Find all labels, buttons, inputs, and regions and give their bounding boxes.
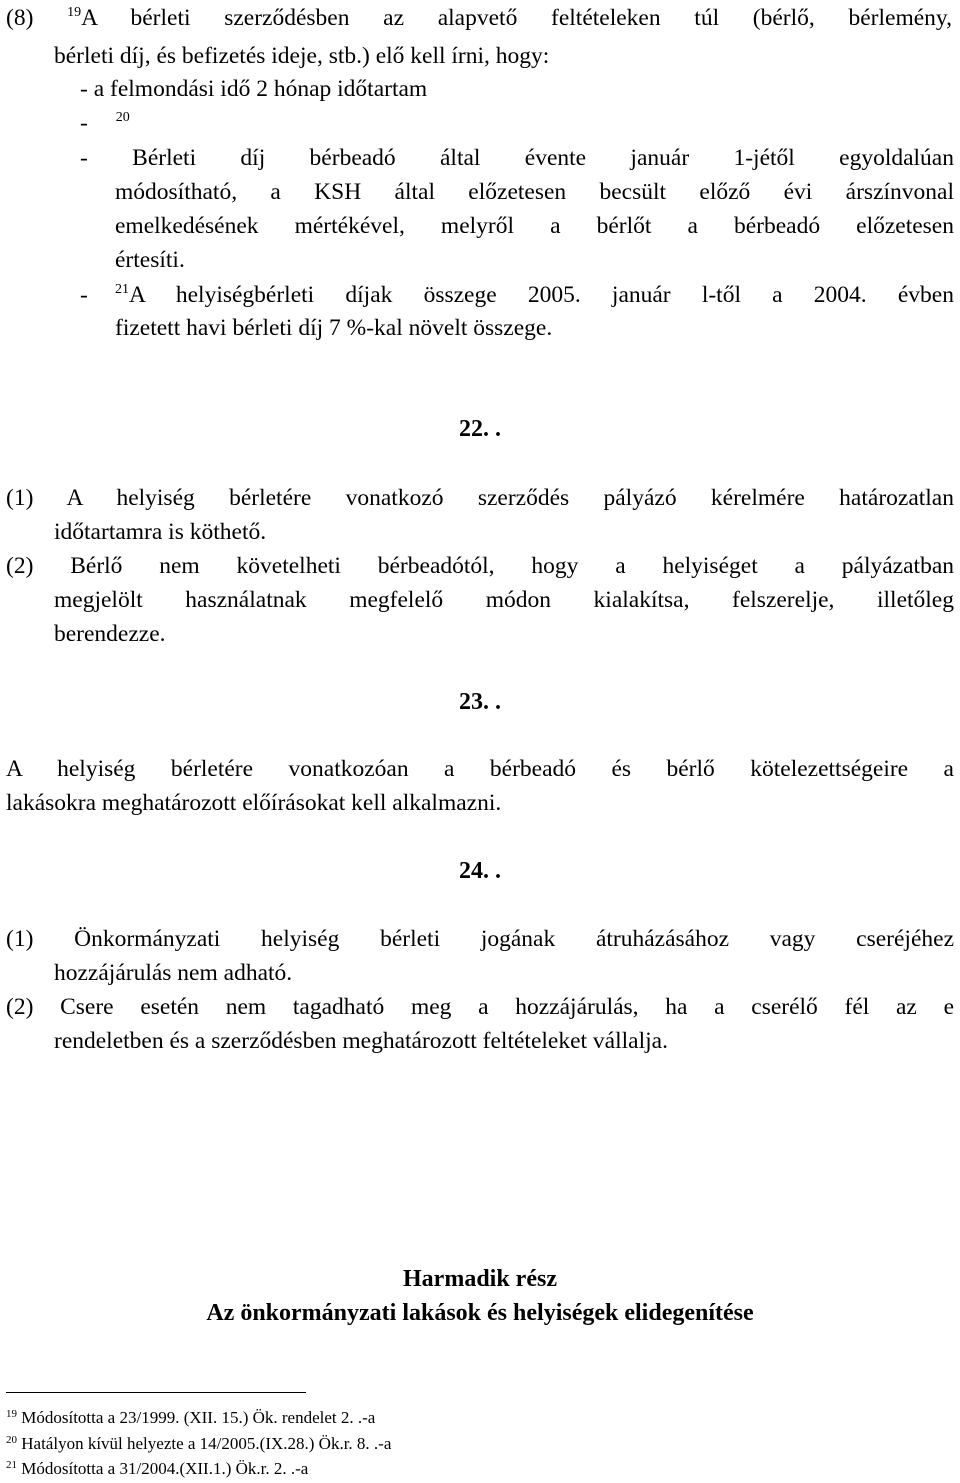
bullet-fee-line-1	[80, 280, 954, 310]
bullet-fee-text	[115, 280, 954, 310]
section-24-number: 24. .	[459, 858, 501, 884]
para-8-line-1	[6, 3, 952, 33]
section-22-number: 22. .	[459, 416, 501, 442]
footnote-21	[6, 1459, 308, 1479]
footnote-ref-21[interactable]: 21	[115, 282, 129, 297]
section-22-p1-line-1: (1) A helyiség bérletére vonatkozó szerződés pályázó kérelmére határozatlan	[6, 485, 954, 511]
part-title: Harmadik rész	[403, 1266, 557, 1292]
section-23-line-1: A helyiség bérletére vonatkozóan a bérbeadó és bérlő kötelezettségeire a	[6, 756, 954, 782]
para-text: A bérleti szerződésben az alapvető feltételeken túl (bérlő, bérlemény,	[81, 5, 953, 31]
footnote-20	[6, 1434, 391, 1454]
section-23-number: 23. .	[459, 689, 501, 715]
part-subtitle: Az önkormányzati lakások és helyiségek elidegenítése	[206, 1300, 754, 1326]
para-number: (8)	[6, 5, 68, 31]
bullet-fee-line-2: fizetett havi bérleti díj 7 %-kal növelt összege.	[115, 315, 553, 341]
footnote-mark: 20	[6, 1434, 17, 1446]
section-22-p2-line-2: megjelölt használatnak megfelelő módon kialakítsa, felszerelje, illetőleg	[54, 587, 954, 613]
section-22-p2-line-3: berendezze.	[54, 621, 166, 647]
bullet-dash: -	[80, 282, 88, 308]
section-22-p2-line-1: (2) Bérlő nem követelheti bérbeadótól, hogy a helyiséget a pályázatban	[6, 553, 954, 579]
bullet-dash: -	[80, 110, 88, 136]
bullet-rent-line-2: módosítható, a KSH által előzetesen becsült előző évi árszínvonal	[115, 179, 954, 205]
para-8-line-2: bérleti díj, és befizetés ideje, stb.) elő kell írni, hogy:	[54, 43, 550, 69]
section-22-p1-line-2: időtartamra is köthető.	[54, 519, 267, 545]
section-23-line-2: lakásokra meghatározott előírásokat kell alkalmazni.	[6, 790, 502, 816]
section-24-p1-line-2: hozzájárulás nem adható.	[54, 960, 293, 986]
footnote-19	[6, 1408, 375, 1428]
footnote-ref-19[interactable]: 19	[67, 5, 82, 20]
bullet-rent-line-1: - Bérleti díj bérbeadó által évente január 1-jétől egyoldalúan	[80, 145, 954, 171]
section-24-p1-line-1: (1) Önkormányzati helyiség bérleti jogának átruházásához vagy cseréjéhez	[6, 926, 954, 952]
footnote-separator	[6, 1392, 306, 1393]
bullet-repealed	[80, 108, 130, 138]
section-24-p2-line-1: (2) Csere esetén nem tagadható meg a hozzájárulás, ha a cserélő fél az e	[6, 994, 954, 1020]
footnote-text: Módosította a 31/2004.(XII.1.) Ök.r. 2. .-a	[17, 1459, 309, 1478]
footnote-text: Módosította a 23/1999. (XII. 15.) Ök. rendelet 2. .-a	[17, 1408, 376, 1427]
bullet-rent-line-3: emelkedésének mértékével, melyről a bérlőt a bérbeadó előzetesen	[115, 213, 954, 239]
footnote-mark: 19	[6, 1408, 17, 1420]
bullet-notice-period: - a felmondási idő 2 hónap időtartam	[80, 76, 428, 102]
footnote-text: Hatályon kívül helyezte a 14/2005.(IX.28.) Ök.r. 8. .-a	[17, 1434, 392, 1453]
footnote-mark: 21	[6, 1459, 17, 1471]
section-24-p2-line-2: rendeletben és a szerződésben meghatározott feltételeket vállalja.	[54, 1028, 668, 1054]
bullet-fee-text-1: A helyiségbérleti díjak összege 2005. január l-től a 2004. évben	[129, 282, 954, 308]
footnote-ref-20[interactable]: 20	[115, 110, 130, 125]
bullet-rent-line-4: értesíti.	[115, 247, 185, 273]
